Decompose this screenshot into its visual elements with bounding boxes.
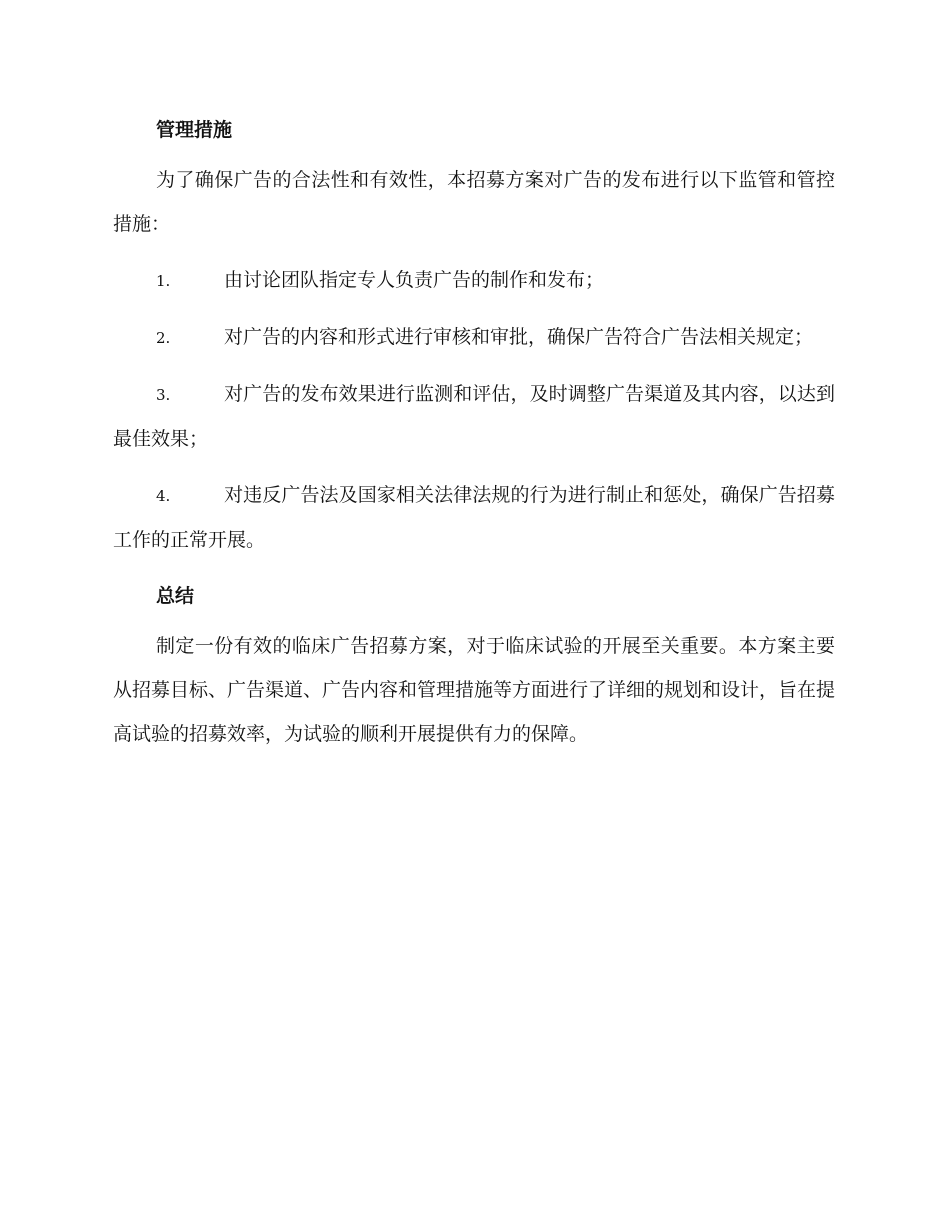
list-item-number: 4.	[156, 487, 171, 505]
section-heading-summary: 总结	[156, 585, 195, 607]
list-item	[113, 372, 835, 461]
list-item-text: 对违反广告法及国家相关法律法规的行为进行制止和惩处，确保广告招募工作的正常开展。	[113, 484, 835, 551]
summary-paragraph: 制定一份有效的临床广告招募方案，对于临床试验的开展至关重要。本方案主要从招募目标、广告渠道、广告内容和管理措施等方面进行了详细的规划和设计，旨在提高试验的招募效率，为试验的顺利开展提供有力的保障。	[113, 635, 836, 745]
list-item-number: 2.	[156, 329, 171, 347]
list-item	[113, 473, 835, 562]
list-item-number: 3.	[156, 386, 171, 404]
list-item-text: 对广告的内容和形式进行审核和审批，确保广告符合广告法相关规定；	[224, 326, 814, 348]
management-intro-paragraph: 为了确保广告的合法性和有效性，本招募方案对广告的发布进行以下监管和管控措施：	[113, 169, 835, 235]
list-item-text: 对广告的发布效果进行监测和评估，及时调整广告渠道及其内容，以达到最佳效果；	[113, 383, 835, 450]
list-item-number: 1.	[156, 272, 171, 290]
list-item-text: 由讨论团队指定专人负责广告的制作和发布；	[224, 269, 605, 291]
list-item	[113, 258, 835, 303]
section-heading-management: 管理措施	[156, 119, 233, 141]
document-page	[113, 108, 835, 756]
list-item	[113, 315, 835, 360]
